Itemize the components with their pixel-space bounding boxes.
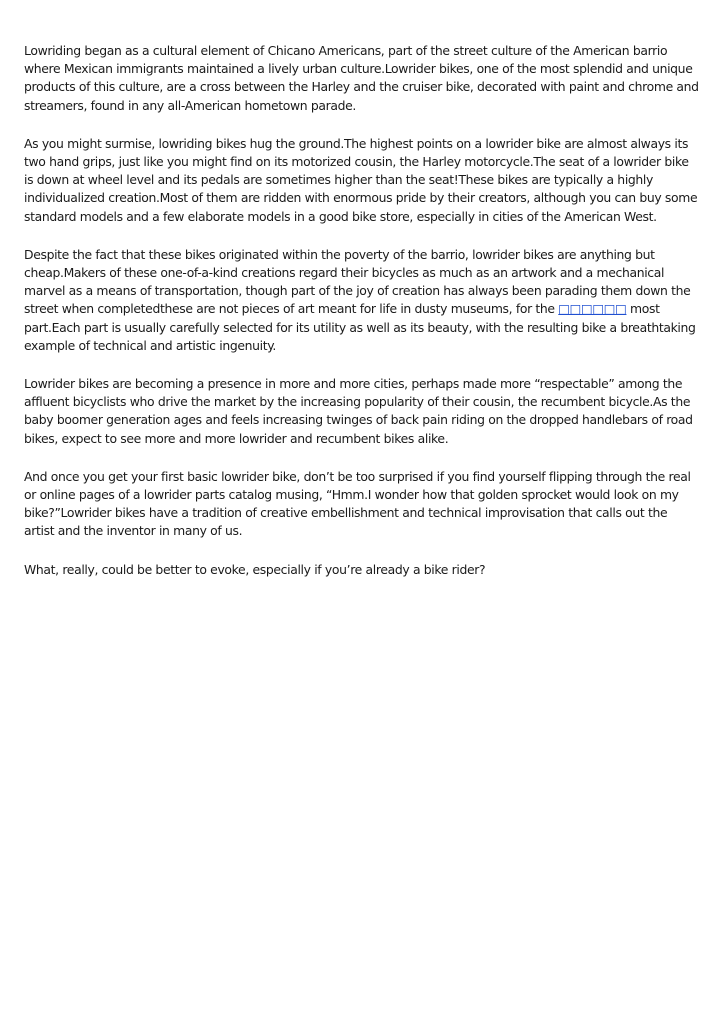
paragraph-3-text-end: most part.Each part is usually carefully selected for its utility as well as its beauty, with the resulting bike a breathtaking example of technical and artistic ingenuity. bbox=[24, 301, 696, 353]
inline-link[interactable]: □□□□□□ bbox=[558, 301, 627, 317]
article-body bbox=[24, 42, 700, 599]
paragraph-5: And once you get your first basic lowrider bike, don’t be too surprised if you find yourself flipping through the real or online pages of a lowrider parts catalog musing, “Hmm.I wonder how that golden sprocket would look on my bike?”Lowrider bikes have a tradition of creative embellishment and technical improvisation that calls out the artist and the inventor in many of us. bbox=[24, 468, 691, 539]
paragraph-2: As you might surmise, lowriding bikes hug the ground.The highest points on a lowrider bike are almost always its two hand grips, just like you might find on its motorized cousin, the Harley motorcycle.The seat of a lowrider bike is down at wheel level and its pedals are sometimes higher than the seat!These bikes are typically a highly individualized creation.Most of them are ridden with enormous pride by their creators, although you can buy some standard models and a few elaborate models in a good bike store, especially in cities of the American West. bbox=[24, 135, 698, 224]
paragraph-6: What, really, could be better to evoke, especially if you’re already a bike rider? bbox=[24, 561, 486, 577]
paragraph-1: Lowriding began as a cultural element of Chicano Americans, part of the street culture of the American barrio where Mexican immigrants maintained a lively urban culture.Lowrider bikes, one of the most splendid and unique products of this culture, are a cross between the Harley and the cruiser bike, decorated with paint and chrome and streamers, found in any all-American hometown parade. bbox=[24, 43, 699, 113]
paragraph-4: Lowrider bikes are becoming a presence in more and more cities, perhaps made more “respectable” among the affluent bicyclists who drive the market by the increasing popularity of their cousin, the recumbent bicycle.As the baby boomer generation ages and feels increasing twinges of back pain riding on the dropped handlebars of road bikes, expect to see more and more lowrider and recumbent bikes alike. bbox=[24, 376, 693, 446]
paragraph-3-text-start: Despite the fact that these bikes originated within the poverty of the barrio, lowrider bikes are anything but cheap.Makers of these one-of-a-kind creations regard their bicycles as much as an artwork and a mechanical marvel as a means of transportation, though part of the joy of creation has always been parading them down the street when completedthese are not pieces of art meant for life in dusty museums, for the bbox=[24, 246, 691, 317]
paragraph-3 bbox=[24, 246, 700, 355]
